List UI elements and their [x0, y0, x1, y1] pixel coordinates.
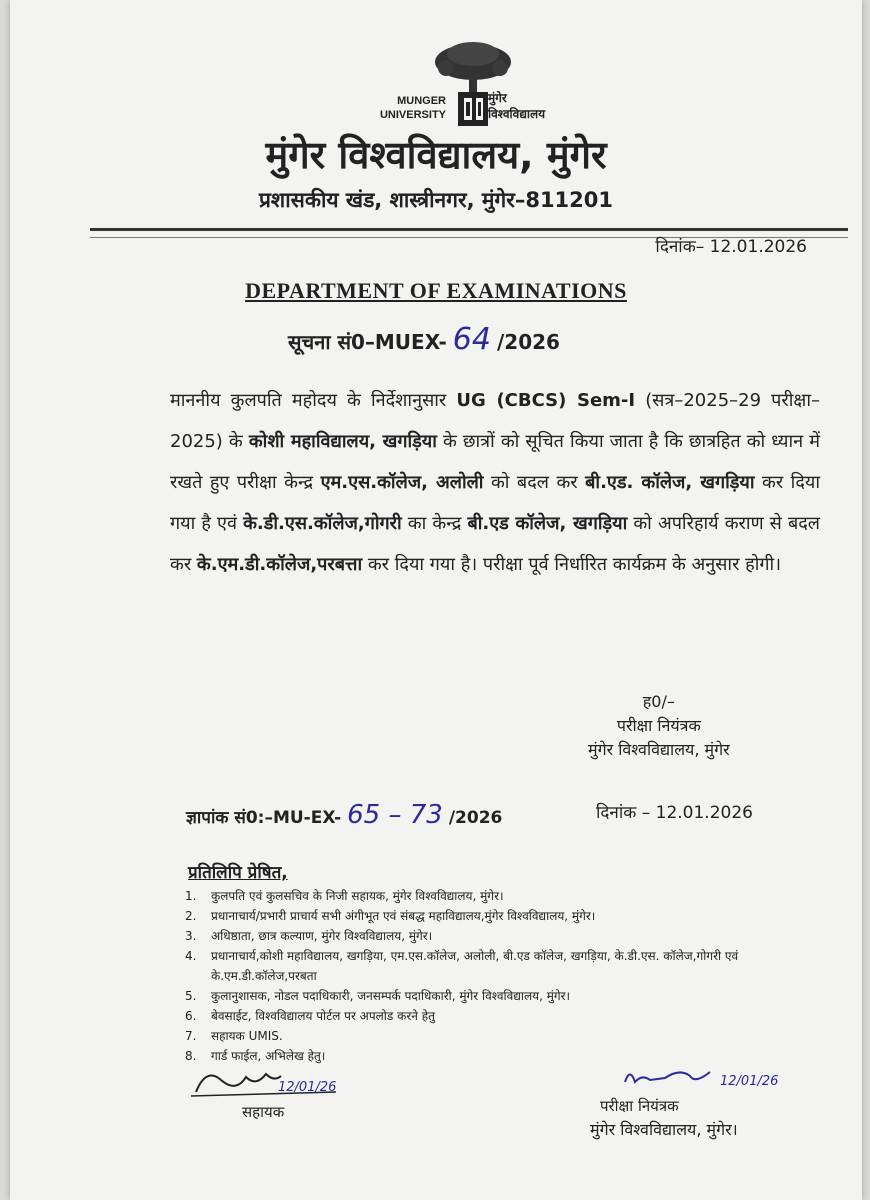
signature-mark: ह0/– [642, 692, 675, 711]
body-text: के छात्रों को सूचित किया जाता है कि छात्रहित को ध्यान में रखते हुए परीक्षा केन्द्र [170, 431, 820, 493]
copy-to-item [185, 986, 805, 1006]
controller-signature-block [590, 1062, 820, 1142]
copy-to-item-number: 1. [185, 889, 197, 903]
copy-to-item-text: प्रधानाचार्य,कोशी महाविद्यालय, खगड़िया, एम.एस.कॉलेज, अलोली, बी.एड कॉलेज, खगड़िया, के.डी.एस. कॉलेज,गोगरी एवं के.एम.डी.कॉलेज,परबता [211, 949, 739, 983]
body-bold: बी.एड कॉलेज, खगड़िया [467, 513, 628, 534]
memo-number [186, 800, 502, 830]
controller-office: मुंगेर विश्वविद्यालय, मुंगेर। [590, 1120, 738, 1139]
notice-body [170, 380, 820, 585]
copy-to-item-number: 7. [185, 1029, 197, 1043]
memo-date: दिनांक – 12.01.2026 [596, 803, 753, 823]
body-bold: बी.एड. कॉलेज, खगड़िया [585, 472, 755, 493]
copy-to-item-number: 5. [185, 989, 197, 1003]
assistant-signature-date: 12/01/26 [278, 1080, 337, 1095]
memo-number-handwritten: 65 – 73 [347, 800, 443, 830]
copy-to-item-text: प्रधानाचार्य/प्रभारी प्राचार्य सभी अंगीभूत एवं संबद्ध महाविद्यालय,मुंगेर विश्वविद्यालय, मुंगेर। [211, 909, 596, 923]
body-text: (सत्र–2025–29 परीक्षा– 2025) के [170, 390, 821, 452]
issue-date: दिनांक– 12.01.2026 [655, 237, 807, 257]
body-text: का केन्द्र [401, 513, 468, 534]
body-bold: के.डी.एस.कॉलेज,गोगरी [243, 513, 402, 534]
logo-text-hindi: मुंगेर विश्वविद्यालय [488, 91, 546, 121]
copy-to-item-text: बेवसाईट, विश्वविद्यालय पोर्टल पर अपलोड करने हेतु [211, 1009, 435, 1023]
university-title: मुंगेर विश्वविद्यालय, मुंगेर [265, 133, 607, 177]
copy-to-item [185, 946, 805, 986]
copy-to-item-text: कुलानुशासक, नोडल पदाधिकारी, जनसम्पर्क पदाधिकारी, मुंगेर विश्वविद्यालय, मुंगेर। [211, 989, 571, 1003]
copy-to-item [185, 886, 805, 906]
memo-suffix: /2026 [448, 808, 503, 828]
signatory-office: मुंगेर विश्वविद्यालय, मुंगेर [588, 740, 730, 759]
copy-to-item-number: 2. [185, 909, 197, 923]
body-text: को बदल कर [483, 472, 586, 493]
controller-signature-date: 12/01/26 [720, 1074, 779, 1089]
body-text: कर दिया गया है। परीक्षा पूर्व निर्धारित कार्यक्रम के अनुसार होगी। [362, 554, 782, 575]
memo-prefix: ज्ञापांक सं0:–MU-EX- [186, 808, 342, 828]
body-text: को अपरिहार्य कराण से बदल कर [170, 513, 821, 575]
body-text: माननीय कुलपति महोदय के निर्देशानुसार [170, 390, 457, 411]
notice-number [288, 322, 560, 357]
body-bold: एम.एस.कॉलेज, अलोली [320, 472, 484, 493]
copy-to-item-text: गार्ड फाईल, अभिलेख हेतु। [211, 1049, 326, 1063]
copy-to-heading: प्रतिलिपि प्रेषित, [188, 863, 288, 883]
assistant-signature-block [186, 1062, 356, 1132]
document-page [10, 0, 862, 1200]
copy-to-item-text: कुलपति एवं कुलसचिव के निजी सहायक, मुंगेर विश्वविद्यालय, मुंगेर। [211, 889, 504, 903]
signature-block-controller [588, 690, 730, 762]
university-logo [368, 40, 568, 140]
body-text: कर दिया गया है एवं [170, 472, 821, 534]
copy-to-item [185, 1026, 805, 1046]
body-bold: के.एम.डी.कॉलेज,परबत्ता [196, 554, 363, 575]
copy-to-item [185, 906, 805, 926]
university-address: प्रशासकीय खंड, शास्त्रीनगर, मुंगेर–811201 [258, 188, 614, 212]
notice-suffix: /2026 [496, 330, 560, 354]
copy-to-item-text: अधिष्ठाता, छात्र कल्याण, मुंगेर विश्वविद्यालय, मुंगेर। [211, 929, 433, 943]
controller-designation: परीक्षा नियंत्रक [600, 1097, 679, 1115]
notice-number-handwritten: 64 [452, 322, 491, 357]
copy-to-list [185, 886, 805, 1066]
copy-to-item-number: 3. [185, 929, 197, 943]
copy-to-item-number: 4. [185, 949, 197, 963]
signatory-designation: परीक्षा नियंत्रक [616, 716, 701, 735]
copy-to-item [185, 926, 805, 946]
assistant-label: सहायक [242, 1103, 285, 1121]
department-heading: DEPARTMENT OF EXAMINATIONS [245, 278, 627, 303]
body-bold: कोशी महाविद्यालय, खगड़िया [248, 431, 437, 452]
copy-to-item-number: 8. [185, 1049, 197, 1063]
body-bold: UG (CBCS) Sem-I [456, 390, 636, 411]
copy-to-item-number: 6. [185, 1009, 197, 1023]
copy-to-item [185, 1006, 805, 1026]
notice-prefix: सूचना सं0–MUEX- [288, 330, 447, 354]
logo-text-english: MUNGER UNIVERSITY [379, 95, 446, 121]
copy-to-item-text: सहायक UMIS. [211, 1029, 283, 1043]
